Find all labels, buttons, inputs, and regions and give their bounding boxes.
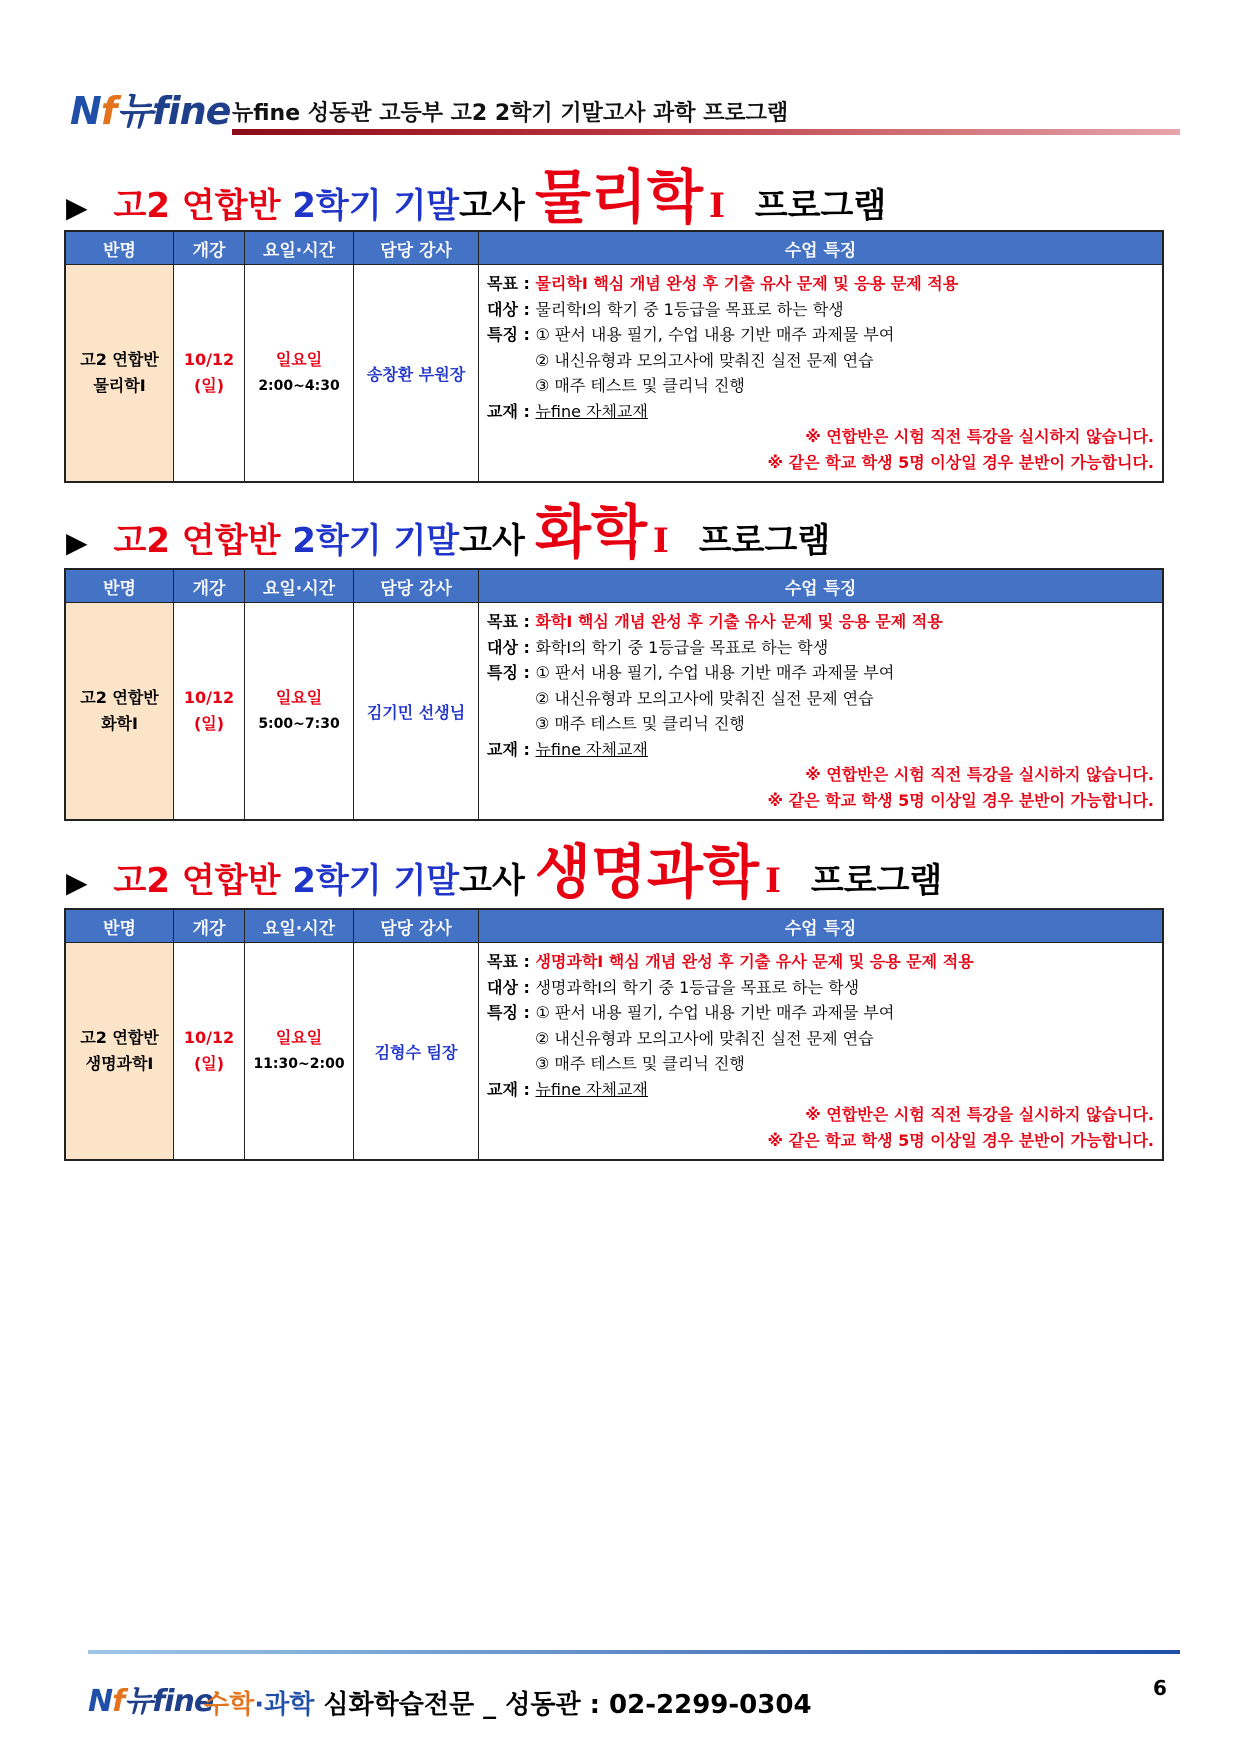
- feature-2: ② 내신유형과 모의고사에 맞춰진 실전 문제 연습: [535, 350, 874, 370]
- class-hours: 5:00~7:30: [258, 716, 340, 732]
- title-roman: Ⅰ: [708, 186, 725, 226]
- target-line: [487, 635, 1154, 661]
- book-label: 교재 :: [487, 1079, 536, 1099]
- footer-science: 과학: [264, 1690, 315, 1720]
- title-suffix: 프로그램: [698, 521, 831, 561]
- logo-text: 뉴fine: [116, 89, 231, 133]
- teacher-cell: 김기민 선생님: [354, 603, 479, 821]
- table-header-row: [65, 909, 1163, 943]
- title-suffix: 프로그램: [754, 186, 887, 226]
- class-hours: 2:00~4:30: [258, 378, 340, 394]
- footer-contact: 심화학습전문 _ 성동관 : 02-2299-0304: [314, 1690, 812, 1720]
- logo-f: f: [100, 89, 117, 133]
- title-term: 2학기 기말: [292, 521, 460, 561]
- logo-f: f: [112, 1684, 125, 1719]
- header-class: 반명: [65, 231, 174, 265]
- header-time: 요일·시간: [245, 569, 354, 603]
- title-exam: 고사: [459, 521, 525, 561]
- feature-1: ① 판서 내용 필기, 수업 내용 기반 매주 과제물 부여: [535, 663, 895, 682]
- goal-text: 물리학Ⅰ 핵심 개념 완성 후 기출 유사 문제 및 응용 문제 적용: [535, 274, 959, 293]
- feature-1: ① 판서 내용 필기, 수업 내용 기반 매주 과제물 부여: [535, 1003, 895, 1022]
- footer-math: 수학: [204, 1690, 255, 1720]
- open-date: 10/12: [183, 1028, 235, 1047]
- header-logo: [70, 80, 230, 135]
- page-title: 뉴fine 성동관 고등부 고2 2학기 기말고사 과학 프로그램: [232, 101, 789, 126]
- program-table: [64, 908, 1164, 1161]
- goal-line: [487, 949, 1154, 975]
- title-exam: 고사: [459, 861, 525, 901]
- feature-2: ② 내신유형과 모의고사에 맞춰진 실전 문제 연습: [535, 688, 874, 708]
- title-suffix: 프로그램: [810, 861, 943, 901]
- class-cell: [65, 943, 174, 1161]
- note-no-special: ※ 연합반은 시험 직전 특강을 실시하지 않습니다.: [805, 427, 1154, 446]
- features-cell: [479, 603, 1164, 821]
- book-text: 뉴fine 자체교재: [535, 1079, 648, 1099]
- class-subject: 화학Ⅰ: [101, 714, 138, 733]
- program-table: [64, 230, 1164, 483]
- feature-3: ③ 매주 테스트 및 클리닉 진행: [535, 714, 745, 733]
- section-title: [66, 485, 831, 566]
- teacher-cell: 송창환 부원장: [354, 265, 479, 483]
- feature-3: ③ 매주 테스트 및 클리닉 진행: [535, 376, 745, 395]
- teacher-cell: 김형수 팀장: [354, 943, 479, 1161]
- book-label: 교재 :: [487, 739, 536, 759]
- note-split-class: ※ 같은 학교 학생 5명 이상일 경우 분반이 가능합니다.: [767, 452, 1154, 472]
- logo-n: N: [88, 1684, 113, 1719]
- book-label: 교재 :: [487, 401, 536, 421]
- footer-dot: ·: [254, 1690, 265, 1720]
- book-text: 뉴fine 자체교재: [535, 401, 648, 421]
- arrow-icon: ▶: [66, 526, 88, 559]
- feature-label: 특징 :: [487, 663, 536, 682]
- target-text: 생명과학Ⅰ의 학기 중 1등급을 목표로 하는 학생: [535, 977, 860, 997]
- title-prefix: 고2 연합반: [113, 521, 281, 561]
- feature-line: [487, 322, 1154, 348]
- class-subject: 물리학Ⅰ: [93, 376, 146, 395]
- feature-2: ② 내신유형과 모의고사에 맞춰진 실전 문제 연습: [535, 1028, 874, 1048]
- time-cell: [245, 603, 354, 821]
- header-time: 요일·시간: [245, 231, 354, 265]
- open-day: (일): [193, 1054, 225, 1073]
- class-day: 일요일: [275, 688, 323, 707]
- goal-text: 생명과학Ⅰ 핵심 개념 완성 후 기출 유사 문제 및 응용 문제 적용: [535, 952, 974, 971]
- header-features: 수업 특징: [479, 231, 1164, 265]
- header-features: 수업 특징: [479, 909, 1164, 943]
- feature-3: ③ 매주 테스트 및 클리닉 진행: [535, 1054, 745, 1073]
- open-cell: [174, 265, 245, 483]
- header-divider: [232, 129, 1180, 135]
- header-teacher: 담당 강사: [354, 909, 479, 943]
- program-table: [64, 568, 1164, 821]
- features-cell: [479, 943, 1164, 1161]
- logo-text: 뉴fine: [124, 1684, 214, 1719]
- title-prefix: 고2 연합반: [113, 861, 281, 901]
- goal-line: [487, 609, 1154, 635]
- title-roman: Ⅰ: [652, 521, 669, 561]
- target-label: 대상 :: [487, 299, 536, 319]
- header-class: 반명: [65, 909, 174, 943]
- header-features: 수업 특징: [479, 569, 1164, 603]
- table-row: [65, 603, 1163, 821]
- goal-label: 목표 :: [487, 952, 536, 971]
- goal-text: 화학Ⅰ 핵심 개념 완성 후 기출 유사 문제 및 응용 문제 적용: [535, 612, 943, 631]
- section-title: [66, 150, 887, 231]
- header-open: 개강: [174, 909, 245, 943]
- goal-line: [487, 271, 1154, 297]
- book-line: [487, 399, 1154, 425]
- open-date: 10/12: [183, 688, 235, 707]
- footer-logo: [88, 1676, 213, 1720]
- table-row: [65, 943, 1163, 1161]
- target-line: [487, 975, 1154, 1001]
- title-term: 2학기 기말: [292, 186, 460, 226]
- feature-label: 특징 :: [487, 1003, 536, 1022]
- section-title: [66, 825, 943, 906]
- class-day: 일요일: [275, 350, 323, 369]
- feature-line: [487, 660, 1154, 686]
- logo-n: N: [70, 89, 101, 133]
- target-text: 화학Ⅰ의 학기 중 1등급을 목표로 하는 학생: [535, 637, 829, 657]
- header-time: 요일·시간: [245, 909, 354, 943]
- book-line: [487, 737, 1154, 763]
- feature-label: 특징 :: [487, 325, 536, 344]
- book-line: [487, 1077, 1154, 1103]
- open-day: (일): [193, 376, 225, 395]
- class-name: 고2 연합반: [80, 688, 159, 707]
- header-open: 개강: [174, 231, 245, 265]
- title-subject: 화학: [534, 498, 647, 566]
- header-teacher: 담당 강사: [354, 231, 479, 265]
- class-subject: 생명과학Ⅰ: [85, 1054, 154, 1073]
- book-text: 뉴fine 자체교재: [535, 739, 648, 759]
- target-line: [487, 297, 1154, 323]
- feature-1: ① 판서 내용 필기, 수업 내용 기반 매주 과제물 부여: [535, 325, 895, 344]
- feature-line: [487, 1000, 1154, 1026]
- target-text: 물리학Ⅰ의 학기 중 1등급을 목표로 하는 학생: [535, 299, 844, 319]
- goal-label: 목표 :: [487, 274, 536, 293]
- note-split-class: ※ 같은 학교 학생 5명 이상일 경우 분반이 가능합니다.: [767, 790, 1154, 810]
- title-subject: 물리학: [534, 163, 703, 231]
- goal-label: 목표 :: [487, 612, 536, 631]
- arrow-icon: ▶: [66, 866, 88, 899]
- table-header-row: [65, 231, 1163, 265]
- note-split-class: ※ 같은 학교 학생 5명 이상일 경우 분반이 가능합니다.: [767, 1130, 1154, 1150]
- note-no-special: ※ 연합반은 시험 직전 특강을 실시하지 않습니다.: [805, 765, 1154, 784]
- class-name: 고2 연합반: [80, 350, 159, 369]
- arrow-icon: ▶: [66, 191, 88, 224]
- target-label: 대상 :: [487, 977, 536, 997]
- class-hours: 11:30~2:00: [253, 1056, 345, 1072]
- footer-divider: [88, 1650, 1180, 1654]
- class-cell: [65, 265, 174, 483]
- open-cell: [174, 943, 245, 1161]
- note-no-special: ※ 연합반은 시험 직전 특강을 실시하지 않습니다.: [805, 1105, 1154, 1124]
- class-day: 일요일: [275, 1028, 323, 1047]
- class-name: 고2 연합반: [80, 1028, 159, 1047]
- title-prefix: 고2 연합반: [113, 186, 281, 226]
- time-cell: [245, 265, 354, 483]
- title-exam: 고사: [459, 186, 525, 226]
- title-subject: 생명과학: [534, 838, 759, 906]
- open-day: (일): [193, 714, 225, 733]
- table-row: [65, 265, 1163, 483]
- footer-text: [204, 1684, 812, 1721]
- time-cell: [245, 943, 354, 1161]
- target-label: 대상 :: [487, 637, 536, 657]
- header-teacher: 담당 강사: [354, 569, 479, 603]
- page-number: 6: [1153, 1676, 1167, 1700]
- open-cell: [174, 603, 245, 821]
- open-date: 10/12: [183, 350, 235, 369]
- table-header-row: [65, 569, 1163, 603]
- header-class: 반명: [65, 569, 174, 603]
- title-term: 2학기 기말: [292, 861, 460, 901]
- class-cell: [65, 603, 174, 821]
- title-roman: Ⅰ: [764, 861, 781, 901]
- features-cell: [479, 265, 1164, 483]
- header-open: 개강: [174, 569, 245, 603]
